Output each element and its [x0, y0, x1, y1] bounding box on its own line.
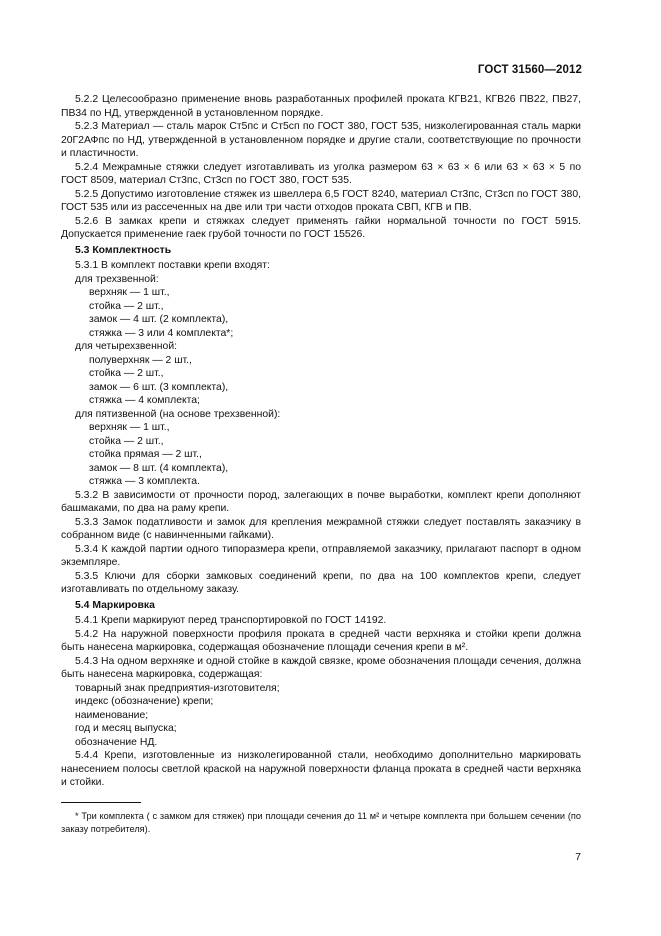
list-item: обозначение НД.	[75, 736, 158, 748]
list-item: стойка — 2 шт.,	[89, 435, 164, 447]
paragraph-5-3-1: 5.3.1 В комплект поставки крепи входят:	[75, 260, 270, 271]
list-item: замок — 4 шт. (2 комплекта),	[89, 314, 229, 325]
footnote: * Три комплекта ( с замком для стяжек) при площади сечения до 11 м² и четыре комплекта при большем сечении (по заказу потребителя).	[61, 811, 581, 834]
list-item: стойка прямая — 2 шт.,	[89, 449, 202, 460]
list-heading-five-link: для пятизвенной (на основе трехзвенной):	[75, 408, 281, 420]
list-item: верхняк — 1 шт.,	[89, 422, 170, 433]
document-code-header: ГОСТ 31560—2012	[477, 64, 582, 76]
list-heading-three-link: для трехзвенной:	[75, 273, 159, 285]
list-item: стойка — 2 шт.,	[89, 300, 164, 312]
list-item: стяжка — 4 комплекта;	[89, 395, 200, 406]
list-item: товарный знак предприятия-изготовителя;	[75, 682, 280, 694]
paragraph-5-2-4: 5.2.4 Межрамные стяжки следует изготавливать из уголка размером 63 × 63 × 6 или 63 × 63 × 5 по ГОСТ 8509, материал Ст3пс, Ст3сп по ГОСТ 380, ГОСТ 535.	[61, 161, 581, 186]
paragraph-5-4-1: 5.4.1 Крепи маркируют перед транспортировкой по ГОСТ 14192.	[75, 615, 387, 626]
list-item: наименование;	[75, 709, 149, 721]
list-item: стойка — 2 шт.,	[89, 368, 164, 379]
paragraph-5-4-3: 5.4.3 На одном верхняке и одной стойке в каждой связке, кроме обозначения площади сечения, должна быть нанесена маркировка, содержащая:	[61, 655, 581, 680]
paragraph-5-2-2: 5.2.2 Целесообразно применение вновь разработанных профилей проката КГВ21, КГВ26 ПВ22, ПВ27, ПВ34 по НД, утвержденной в установленном порядке.	[61, 94, 581, 119]
page-number: 7	[575, 852, 581, 863]
list-item: замок — 6 шт. (3 комплекта),	[89, 381, 229, 393]
list-item: замок — 8 шт. (4 комплекта),	[89, 462, 229, 474]
section-heading-5-3: 5.3 Комплектность	[75, 244, 172, 256]
list-item: индекс (обозначение) крепи;	[75, 696, 214, 707]
paragraph-5-3-2: 5.3.2 В зависимости от прочности пород, залегающих в почве выработки, комплект крепи дополняют башмаками, по два на раму крепи.	[61, 489, 581, 514]
paragraph-5-2-3: 5.2.3 Материал — сталь марок Ст5пс и Ст5сп по ГОСТ 380, ГОСТ 535, низколегированная сталь марки 20Г2АФпс по НД, утвержденной в установленном порядке и другие стали, соответствующие по прочности и пластичности.	[61, 121, 581, 159]
list-item: стяжка — 3 или 4 комплекта*;	[89, 327, 234, 339]
paragraph-5-2-5: 5.2.5 Допустимо изготовление стяжек из швеллера 6,5 ГОСТ 8240, материал Ст3пс, Ст3сп по ГОСТ 380, ГОСТ 535 или из рассеченных на две или три части отходов проката СВП, КГВ и ПВ.	[61, 188, 581, 213]
paragraph-5-3-4: 5.3.4 К каждой партии одного типоразмера крепи, отправляемой заказчику, прилагают паспорт в одном экземпляре.	[61, 543, 581, 568]
footnote-separator	[61, 802, 141, 803]
list-item: верхняк — 1 шт.,	[89, 287, 170, 298]
paragraph-5-4-4: 5.4.4 Крепи, изготовленные из низколегированной стали, необходимо дополнительно маркировать нанесением полосы светлой краской на наружной поверхности фланца проката в средней части верхняка и стойки.	[61, 750, 581, 788]
list-item: стяжка — 3 комплекта.	[89, 476, 200, 487]
paragraph-5-3-3: 5.3.3 Замок податливости и замок для крепления межрамной стяжки следует поставлять заказчику в собранном виде (с навинченными гайками).	[61, 516, 581, 541]
list-item: год и месяц выпуска;	[75, 723, 177, 734]
paragraph-5-2-6: 5.2.6 В замках крепи и стяжках следует применять гайки нормальной точности по ГОСТ 5915. Допускается применение гаек грубой точности по ГОСТ 15526.	[61, 215, 581, 240]
section-heading-5-4: 5.4 Маркировка	[75, 599, 155, 611]
list-heading-four-link: для четырехзвенной:	[75, 341, 178, 352]
document-body	[61, 93, 581, 790]
list-item: полуверхняк — 2 шт.,	[89, 354, 192, 366]
paragraph-5-4-2: 5.4.2 На наружной поверхности профиля проката в средней части верхняка и стойки крепи должна быть нанесена маркировка, содержащая обозначение площади сечения крепи в м².	[61, 628, 581, 653]
paragraph-5-3-5: 5.3.5 Ключи для сборки замковых соединений крепи, по два на 100 комплектов крепи, следует изготавливать по отдельному заказу.	[61, 570, 581, 595]
